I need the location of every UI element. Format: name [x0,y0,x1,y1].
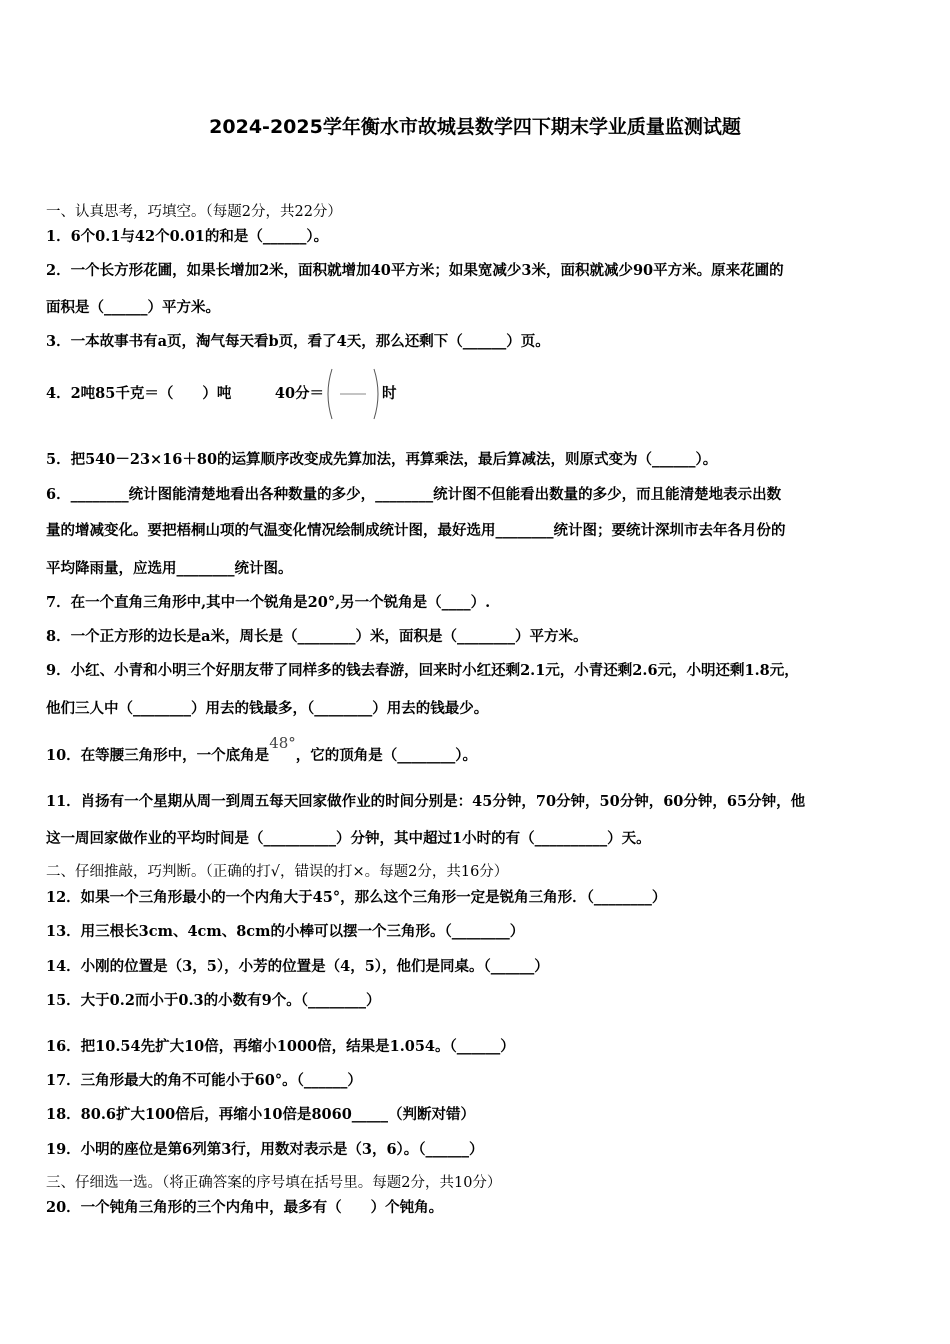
question-4-text: 4．2吨85千克＝（ ）吨 40分＝ [46,385,325,402]
question-3: 3．一本故事书有a页，淘气每天看b页，看了4天，那么还剩下（______）页。 [46,333,550,350]
question-12: 12．如果一个三角形最小的一个内角大于45°，那么这个三角形一定是锐角三角形．（________） [46,889,667,906]
question-6-line-3: 平均降雨量，应选用________统计图。 [46,560,293,577]
question-6-line-1: 6．________统计图能清楚地看出各种数量的多少，________统计图不但能看出数量的多少，而且能清楚地表示出数 [46,486,782,503]
question-10-text: 10．在等腰三角形中，一个底角是 [46,747,270,764]
question-10 [46,734,478,766]
question-20: 20．一个钝角三角形的三个内角中，最多有（ ）个钝角。 [46,1199,444,1216]
question-13: 13．用三根长3cm、4cm、8cm的小棒可以摆一个三角形。（________） [46,923,525,940]
question-19: 19．小明的座位是第6列第3行，用数对表示是（3，6）。（______） [46,1141,484,1158]
question-11-line-1: 11．肖扬有一个星期从周一到周五每天回家做作业的时间分别是：45分钟，70分钟，50分钟，60分钟，65分钟，他 [46,793,806,810]
question-2-line-2: 面积是（______）平方米。 [46,299,220,316]
question-14: 14．小刚的位置是（3，5），小芳的位置是（4，5），他们是同桌。（______） [46,958,549,975]
question-7: 7．在一个直角三角形中,其中一个锐角是20°,另一个锐角是（____）. [46,594,491,611]
angle-value: 48° [269,734,296,752]
question-15: 15．大于0.2而小于0.3的小数有9个。（________） [46,992,381,1009]
question-5: 5．把540－23×16＋80的运算顺序改变成先算加法，再算乘法，最后算减法，则原式变为（______）。 [46,451,718,468]
question-18: 18．80.6扩大100倍后，再缩小10倍是8060_____（判断对错） [46,1106,476,1123]
section-heading-1: 一、认真思考，巧填空。（每题2分，共22分） [46,204,342,220]
section-heading-3: 三、仔细选一选。（将正确答案的序号填在括号里。每题2分，共10分） [46,1175,502,1191]
question-9-line-1: 9．小红、小青和小明三个好朋友带了同样多的钱去春游，回来时小红还剩2.1元，小青还剩2.6元，小明还剩1.8元， [46,662,799,679]
question-10-text-2: ，它的顶角是（________）。 [295,747,478,764]
section-heading-2: 二、仔细推敲，巧判断。（正确的打√，错误的打×。每题2分，共16分） [46,864,509,880]
question-17: 17．三角形最大的角不可能小于60°。（______） [46,1072,362,1089]
question-4 [46,367,397,421]
question-11-line-2: 这一周回家做作业的平均时间是（__________）分钟，其中超过1小时的有（__________）天。 [46,830,651,847]
question-8: 8．一个正方形的边长是a米，周长是（________）米，面积是（________）平方米。 [46,628,588,645]
question-4-unit: 时 [382,385,397,402]
fraction-blank [326,367,380,421]
question-6-line-2: 量的增减变化。要把梧桐山项的气温变化情况绘制成统计图，最好选用________统计图；要统计深圳市去年各月份的 [46,522,786,539]
question-2-line-1: 2．一个长方形花圃，如果长增加2米，面积就增加40平方米；如果宽减少3米，面积就减少90平方米。原来花圃的 [46,262,784,279]
question-16: 16．把10.54先扩大10倍，再缩小1000倍，结果是1.054。（______） [46,1038,515,1055]
question-1: 1．6个0.1与42个0.01的和是（______）。 [46,228,329,245]
page-title: 2024-2025学年衡水市故城县数学四下期末学业质量监测试题 [209,116,741,138]
question-9-line-2: 他们三人中（________）用去的钱最多，（________）用去的钱最少。 [46,700,489,717]
